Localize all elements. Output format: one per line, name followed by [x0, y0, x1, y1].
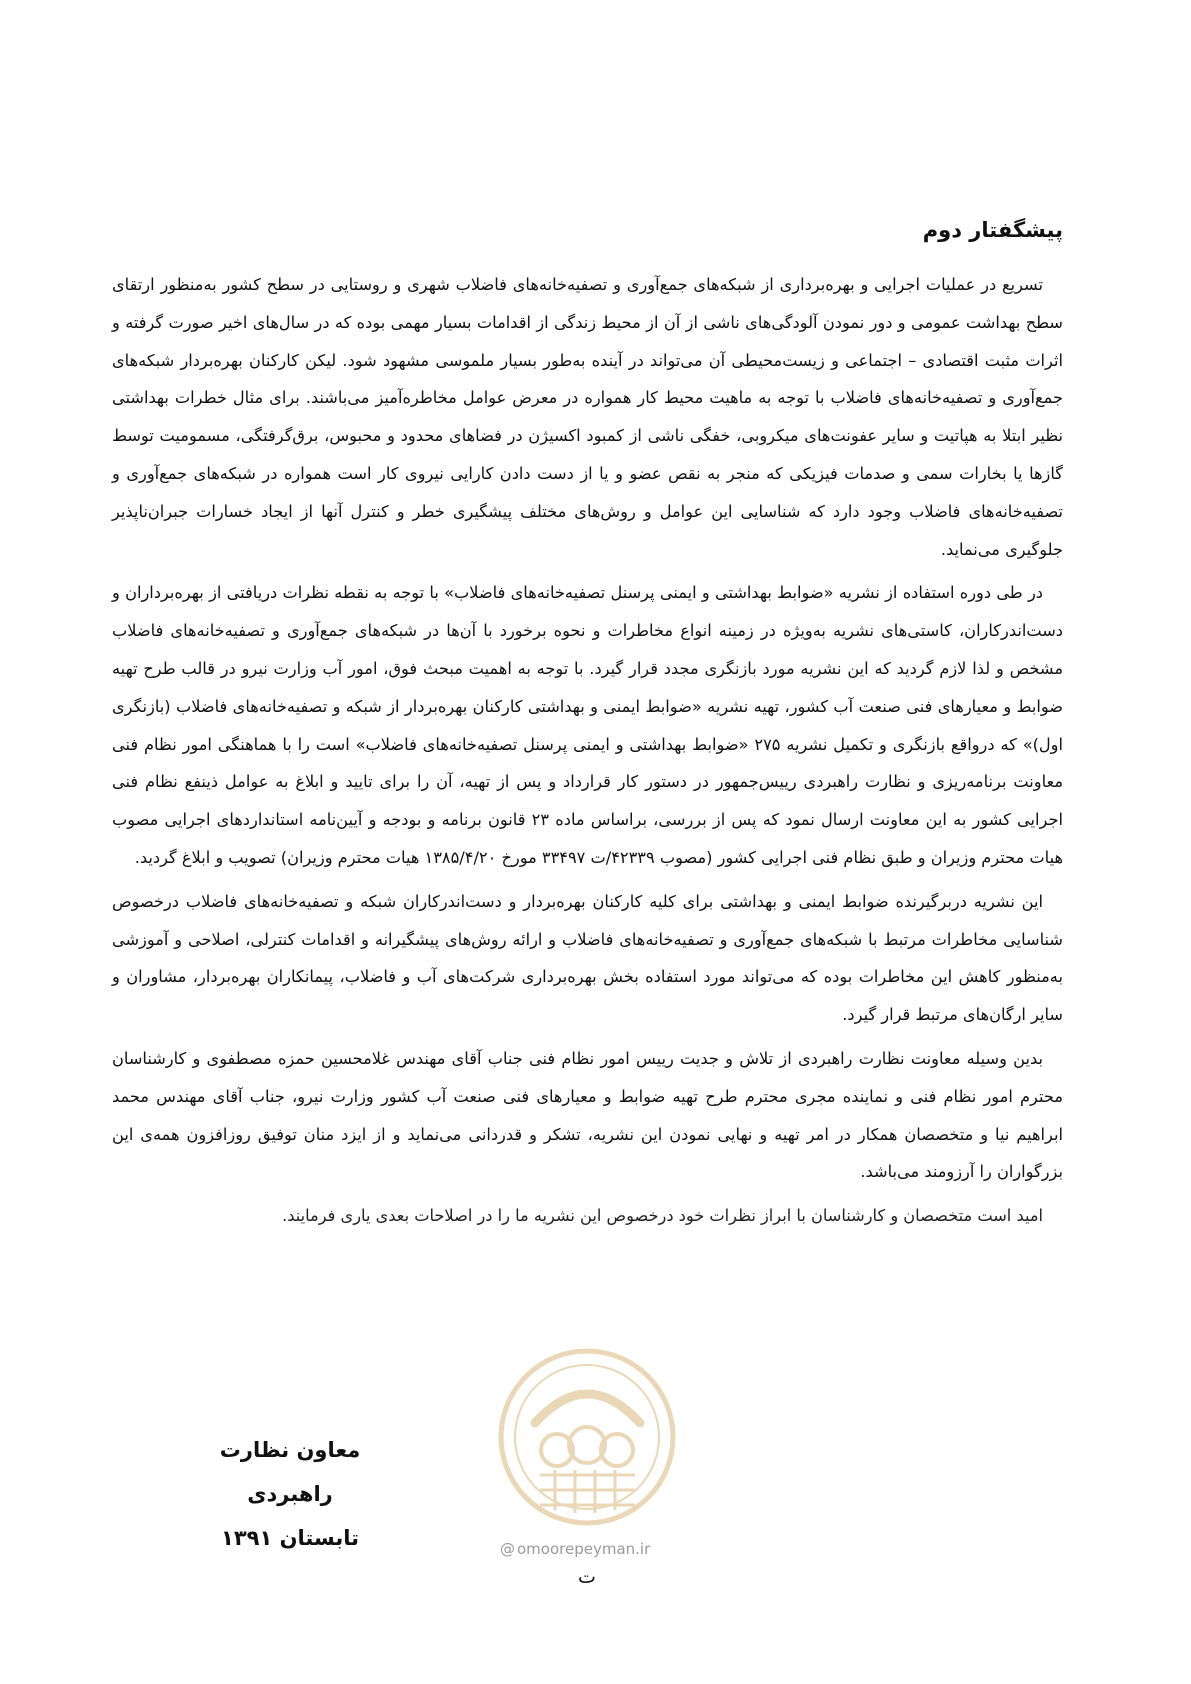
paragraph: این نشریه دربرگیرنده ضوابط ایمنی و بهداشتی برای کلیه کارکنان بهره‌بردار و دست‌اندرکاران شبکه و تصفیه‌خانه‌های فاضلاب درخصوص شناسایی مخاطرات مرتبط با شبکه‌های جمع‌آوری و تصفیه‌خانه‌های فاضلاب و ارائه روش‌های پیشگیرانه و اقدامات کنترلی، اصلاحی و آموزشی به‌منظور کاهش این مخاطرات بوده که می‌تواند مورد استفاده بخش بهره‌برداری شرکت‌های آب و فاضلاب، پیمانکاران بهره‌بردار، مشاوران و سایر ارگان‌های مرتبط قرار گیرد. [112, 891, 1063, 1025]
paragraph: بدین وسیله معاونت نظارت راهبردی از تلاش و جدیت رییس امور نظام فنی جناب آقای مهندس غلامحسین حمزه مصطفوی و کارشناسان محترم امور نظام فنی و نماینده مجری محترم طرح تهیه ضوابط و معیارهای فنی صنعت آب کشور وزارت نیرو، جناب آقای مهندس محمد ابراهیم نیا و متخصصان همکار در امر تهیه و نهایی نمودن این نشریه، تشکر و قدردانی می‌نماید و از ایزد منان توفیق روزافزون همه‌ی این بزرگواران را آرزومند می‌باشد. [112, 1048, 1063, 1182]
website-text: omoorepeyman.ir [517, 1540, 651, 1558]
seal-icon [495, 1345, 680, 1530]
paragraph: تسریع در عملیات اجرایی و بهره‌برداری از شبکه‌های جمع‌آوری و تصفیه‌خانه‌های فاضلاب شهری و روستایی در سطح کشور به‌منظور ارتقای سطح بهداشت عمومی و دور نمودن آلودگی‌های ناشی از آن از محیط زندگی از اقدامات بسیار مهمی بوده که در سال‌های اخیر صورت گرفته و اثرات مثبت اقتصادی – اجتماعی و زیست‌محیطی آن می‌تواند در آینده به‌طور بسیار ملموسی مشهود شود. لیکن کارکنان بهره‌بردار شبکه‌های جمع‌آوری و تصفیه‌خانه‌های فاضلاب با توجه به ماهیت محیط کار همواره در معرض عوامل مخاطره‌آمیز می‌باشند. برای مثال خطرات بهداشتی نظیر ابتلا به هپاتیت و سایر عفونت‌های میکروبی، خفگی ناشی از کمبود اکسیژن در فضاهای محدود و محبوس، برق‌گرفتگی، مسمومیت توسط گازها یا بخارات سمی و صدمات فیزیکی که منجر به نقص عضو و یا از دست دادن کارایی نیروی کار است همواره در شبکه‌های جمع‌آوری و تصفیه‌خانه‌های فاضلاب وجود دارد که شناسایی این عوامل و روش‌های مختلف پیشگیری خطر و کنترل آنها از ایجاد خسارات جبران‌ناپذیر جلوگیری می‌نماید. [112, 275, 1063, 559]
body-text [112, 266, 1063, 1241]
signature-block [190, 1428, 390, 1560]
signature-name: معاون نظارت راهبردی [219, 1438, 361, 1506]
page-number: ت [578, 1566, 596, 1588]
paragraph: در طی دوره استفاده از نشریه «ضوابط بهداشتی و ایمنی پرسنل تصفیه‌خانه‌های فاضلاب» با توجه به نقطه نظرات دریافتی از بهره‌برداران و دست‌اندرکاران، کاستی‌های نشریه به‌ویژه در زمینه انواع مخاطرات و نحوه برخورد با آن‌ها در شبکه‌های جمع‌آوری و تصفیه‌خانه‌های فاضلاب مشخص و لذا لازم گردید که این نشریه مورد بازنگری مجدد قرار گیرد. با توجه به اهمیت مبحث فوق، امور آب وزارت نیرو در قالب طرح تهیه ضوابط و معیارهای فنی صنعت آب کشور، تهیه نشریه «ضوابط ایمنی و بهداشتی کارکنان بهره‌بردار از شبکه و تصفیه‌خانه‌های فاضلاب (بازنگری اول)» که درواقع بازنگری و تکمیل نشریه ۲۷۵ «ضوابط بهداشتی و ایمنی پرسنل تصفیه‌خانه‌های فاضلاب» است را با هماهنگی امور نظام فنی معاونت برنامه‌ریزی و نظارت راهبردی رییس‌جمهور در دستور کار قرارداد و پس از تهیه، آن را برای تایید و ابلاغ به عوامل ذینفع نظام فنی اجرایی کشور به این معاونت ارسال نمود که پس از بررسی، براساس ماده ۲۳ قانون برنامه و بودجه و آیین‌نامه استانداردهای اجرایی مصوب هیات محترم وزیران و طبق نظام فنی اجرایی کشور (مصوب ۴۲۳۳۹/ت ۳۳۴۹۷ مورخ ۱۳۸۵/۴/۲۰ هیات محترم وزیران) تصویب و ابلاغ گردید. [112, 583, 1063, 867]
watermark-website [500, 1540, 650, 1558]
signature-date: تابستان ۱۳۹۱ [221, 1526, 359, 1550]
at-icon: @ [500, 1540, 515, 1558]
page-title: پیشگفتار دوم [922, 218, 1063, 242]
paragraph: امید است متخصصان و کارشناسان با ابراز نظرات خود درخصوص این نشریه ما را در اصلاحات بعدی یاری فرمایند. [282, 1206, 1043, 1226]
